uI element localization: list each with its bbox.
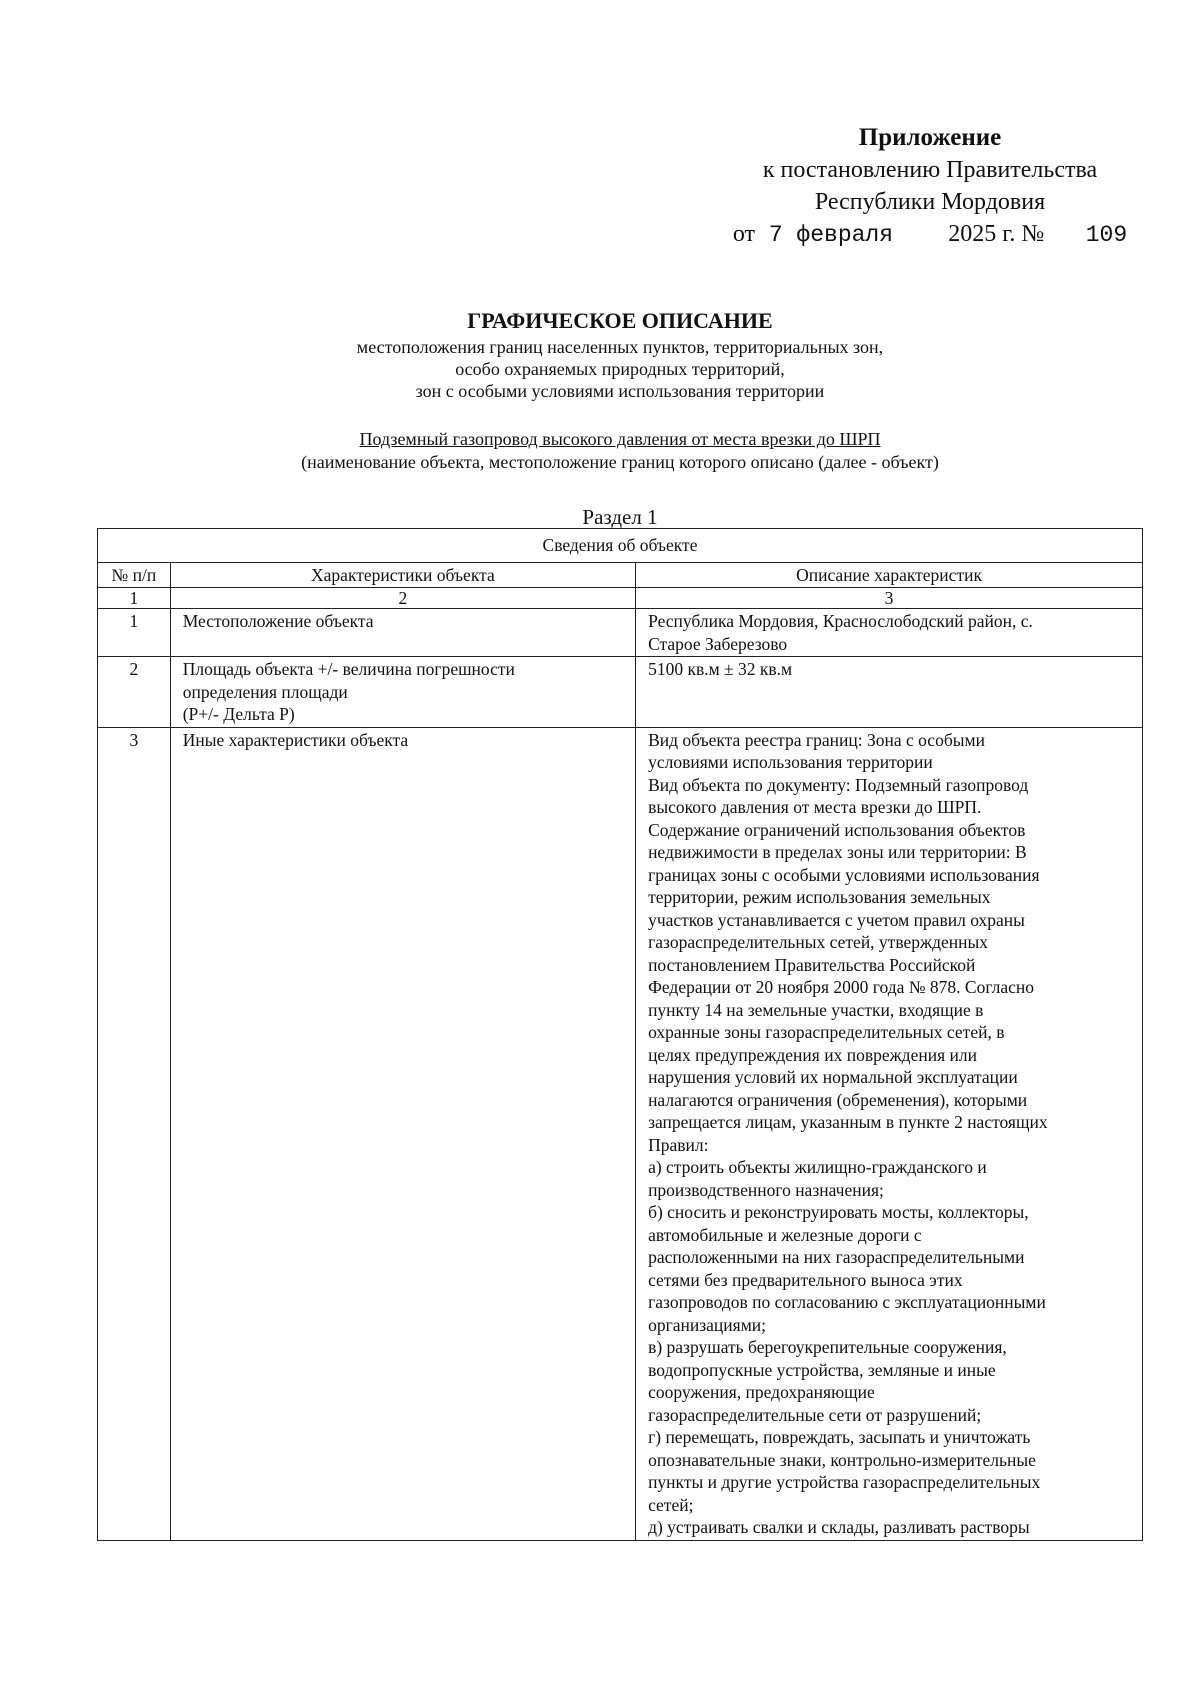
object-caption: (наименование объекта, местоположение границ которого описано (далее - объект)	[301, 452, 939, 472]
description-line: расположенными на них газораспределительными	[648, 1247, 1025, 1267]
description-line: территории, режим использования земельных	[648, 887, 991, 907]
subtitle-line: местоположения границ населенных пунктов, территориальных зон,	[356, 337, 884, 357]
description-line: Старое Заберезово	[648, 633, 788, 654]
row-characteristic	[170, 657, 635, 728]
row-description	[636, 727, 1143, 1540]
row-description	[636, 657, 1143, 728]
date-prefix: от	[732, 221, 755, 247]
description-line: постановлением Правительства Российской	[648, 954, 976, 975]
description-line: Правил:	[648, 1134, 709, 1155]
column-index: 2	[170, 588, 635, 609]
description-line: сооружения, предохраняющие	[648, 1382, 875, 1402]
description-line: высокого давления от места врезки до ШРП.	[648, 797, 982, 817]
row-characteristic	[170, 609, 635, 657]
table-title-row	[98, 529, 1143, 563]
row-characteristic	[170, 727, 635, 1540]
characteristic-line: (Р+/- Дельта Р)	[182, 704, 295, 724]
characteristic-line: Иные характеристики объекта	[182, 729, 409, 750]
appendix-header	[720, 122, 1140, 251]
date-number: 109	[1085, 222, 1128, 248]
column-index: 3	[636, 588, 1143, 609]
date-day-month: 7 февраля	[768, 222, 894, 248]
document-heading	[100, 306, 1140, 402]
description-line: пункту 14 на земельные участки, входящие в	[648, 999, 984, 1020]
table-row	[98, 609, 1143, 657]
description-line: Вид объекта по документу: Подземный газопровод	[648, 774, 1029, 795]
column-index: 1	[98, 588, 171, 609]
description-line: сетями без предварительного выноса этих	[648, 1269, 963, 1290]
characteristic-line: определения площади	[182, 681, 348, 702]
appendix-line-2: Республики Мордовия	[814, 189, 1046, 215]
description-line: Республика Мордовия, Краснослободский район, с.	[648, 611, 1033, 631]
object-name: Подземный газопровод высокого давления от места врезки до ШРП	[359, 429, 881, 449]
subtitle-line: особо охраняемых природных территорий,	[455, 359, 785, 379]
description-line: Федерации от 20 ноября 2000 года № 878. Согласно	[648, 977, 1034, 997]
description-line: запрещается лицам, указанным в пункте 2 настоящих	[648, 1112, 1048, 1132]
row-number: 1	[98, 609, 171, 657]
description-line: налагаются ограничения (обременения), которыми	[648, 1089, 1028, 1110]
description-line: условиями использования территории	[648, 752, 933, 772]
table-row	[98, 657, 1143, 728]
description-line: охранные зоны газораспределительных сетей, в	[648, 1022, 1005, 1042]
description-line: 5100 кв.м ± 32 кв.м	[648, 659, 793, 679]
table-title: Сведения об объекте	[98, 529, 1143, 563]
description-line: а) строить объекты жилищно-гражданского и	[648, 1157, 987, 1177]
column-index-row	[98, 588, 1143, 609]
table-body	[98, 609, 1143, 1541]
date-year: 2025 г. №	[948, 221, 1045, 247]
characteristic-line: Местоположение объекта	[182, 611, 374, 631]
description-line: Содержание ограничений использования объектов	[648, 819, 1026, 840]
table-row	[98, 727, 1143, 1540]
description-line: участков устанавливается с учетом правил охраны	[648, 909, 1025, 930]
row-description	[636, 609, 1143, 657]
description-line: сетей;	[648, 1494, 694, 1515]
section-label: Раздел 1	[582, 505, 658, 529]
description-line: целях предупреждения их повреждения или	[648, 1044, 977, 1065]
column-header: Характеристики объекта	[170, 562, 635, 588]
subtitle-line: зон с особыми условиями использования территории	[415, 381, 825, 401]
description-line: недвижимости в пределах зоны или территории: В	[648, 842, 1027, 862]
description-line: организациями;	[648, 1314, 766, 1335]
description-line: в) разрушать берегоукрепительные сооружения,	[648, 1337, 1007, 1357]
description-line: водопропускные устройства, земляные и иные	[648, 1359, 996, 1380]
description-line: пункты и другие устройства газораспределительных	[648, 1472, 1041, 1492]
document-title: ГРАФИЧЕСКОЕ ОПИСАНИЕ	[467, 308, 773, 333]
description-line: границах зоны с особыми условиями использования	[648, 864, 1040, 885]
appendix-line-1: к постановлению Правительства	[762, 157, 1098, 183]
object-name-block	[100, 428, 1140, 474]
row-number: 3	[98, 727, 171, 1540]
description-line: д) устраивать свалки и склады, разливать растворы	[648, 1517, 1030, 1537]
description-line: автомобильные и железные дороги с	[648, 1224, 922, 1245]
characteristic-line: Площадь объекта +/- величина погрешности	[182, 659, 515, 679]
column-header: № п/п	[98, 562, 171, 588]
description-line: нарушения условий их нормальной эксплуатации	[648, 1067, 1018, 1087]
description-line: Вид объекта реестра границ: Зона с особыми	[648, 729, 985, 750]
table-header-row	[98, 562, 1143, 588]
description-line: б) сносить и реконструировать мосты, коллекторы,	[648, 1202, 1029, 1222]
column-header: Описание характеристик	[636, 562, 1143, 588]
appendix-date	[720, 218, 1140, 251]
description-line: производственного назначения;	[648, 1179, 884, 1200]
description-line: опознавательные знаки, контрольно-измерительные	[648, 1449, 1036, 1470]
appendix-title: Приложение	[858, 124, 1002, 151]
description-line: газораспределительных сетей, утвержденных	[648, 932, 989, 952]
description-line: газораспределительные сети от разрушений;	[648, 1404, 982, 1425]
description-line: газопроводов по согласованию с эксплуатационными	[648, 1292, 1046, 1312]
description-line: г) перемещать, повреждать, засыпать и уничтожать	[648, 1427, 1031, 1447]
row-number: 2	[98, 657, 171, 728]
object-info-table	[97, 528, 1143, 1541]
